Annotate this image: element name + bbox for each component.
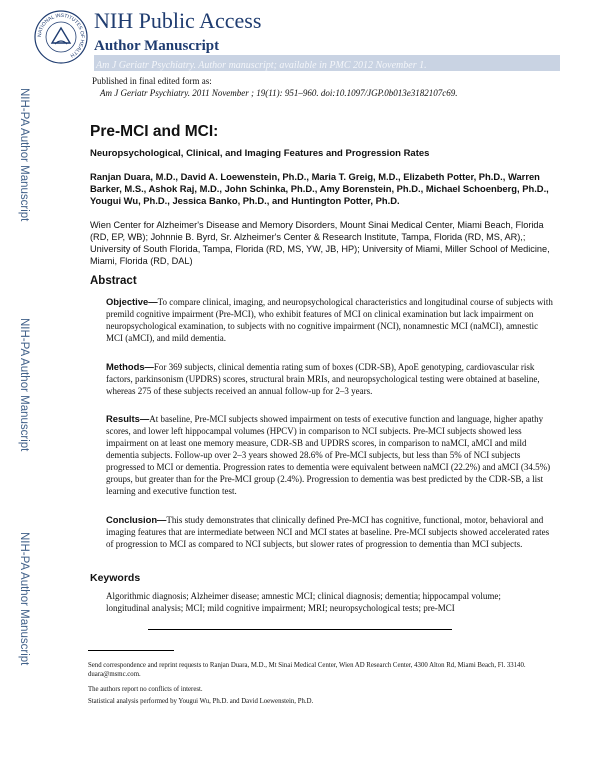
seal-lettering: NATIONAL INSTITUTES OF HEALTH bbox=[36, 12, 86, 59]
footnote-divider bbox=[88, 650, 174, 651]
methods-text: For 369 subjects, clinical dementia rating sum of boxes (CDR-SB), ApoE genotyping, cardiovascular risk factors, parkinsonism (UPDRS) scores, structural brain MRIs, and neuropsychological testing were obtained at baseline, whereas 275 of these subjects received an annual follow-up for 2–3 years. bbox=[106, 362, 540, 396]
article-title: Pre-MCI and MCI: bbox=[90, 123, 219, 140]
conclusion-label: Conclusion— bbox=[106, 514, 167, 525]
statistics-footnote: Statistical analysis performed by Yougui Wu, Ph.D. and David Loewenstein, Ph.D. bbox=[88, 698, 314, 705]
journal-reference: Am J Geriatr Psychiatry. 2011 November ; 19(11): 951–960. doi:10.1097/JGP.0b013e3182107c69. bbox=[100, 88, 458, 98]
keywords-list: Algorithmic diagnosis; Alzheimer disease; amnestic MCI; clinical diagnosis; dementia; hippocampal volume; longitudinal analysis; MCI; mild cognitive impairment; MRI; neuropsychological tests; pre-MCI bbox=[106, 591, 501, 613]
nih-public-access-title: NIH Public Access bbox=[94, 8, 262, 33]
side-label-bottom: NIH-PA Author Manuscript bbox=[18, 532, 30, 666]
left-banner bbox=[0, 0, 40, 776]
conflicts-footnote: The authors report no conflicts of interest. bbox=[88, 686, 203, 693]
author-manuscript-label: Author Manuscript bbox=[94, 38, 220, 54]
nih-seal-logo bbox=[34, 10, 88, 64]
abstract-objective bbox=[106, 296, 556, 344]
abstract-heading: Abstract bbox=[90, 275, 137, 287]
results-label: Results— bbox=[106, 413, 150, 424]
abstract-methods bbox=[106, 361, 556, 397]
availability-text: Am J Geriatr Psychiatry. Author manuscript; available in PMC 2012 November 1. bbox=[96, 60, 427, 71]
author-list: Ranjan Duara, M.D., David A. Loewenstein, Ph.D., Maria T. Greig, M.D., Elizabeth Potter, Ph.D., Warren Barker, M.S., Ashok Raj, M.D., John Schinka, Ph.D., Amy Borenstein, Ph.D., Michael Schoenberg, Ph.D., Yougui Wu, Ph.D., Jessica Banko, Ph.D., and Huntington Potter, Ph.D. bbox=[90, 171, 549, 206]
results-text: At baseline, Pre-MCI subjects showed impairment on tests of executive function and language, higher apathy scores, and lower left hippocampal volumes (HPCV) in comparison to NCI subjects. Pre-MCI subjects showed less impairment on at least one memory measure, CDR-SB and UPDRS scores, in comparison to naMCI, aMCI and mild dementia subjects. Follow-up over 2–3 years showed 28.6% of Pre-MCI subjects, but less than 5% of NCI subjects progressed to MCI or dementia. Progression rates to dementia were equivalent between naMCI (22.2%) and aMCI (34.5%) groups, but greater than for the Pre-MCI group (2.4%). Progression to dementia was best predicted by the CDR-SB, a list learning and executive function test. bbox=[106, 414, 551, 496]
affiliations: Wien Center for Alzheimer's Disease and Memory Disorders, Mount Sinai Medical Center, Miami Beach, Florida (RD, EP, WB); Johnnie B. Byrd, Sr. Alzheimer's Center & Research Institute, Tampa, Florida (RD, MS, AR),; University of South Florida, Tampa, Florida (RD, MS, YW, JB, HP); University of Miami, Miller School of Medicine, Miami, Florida (RD, DAL) bbox=[90, 220, 550, 266]
publication-info bbox=[92, 75, 572, 99]
availability-banner bbox=[94, 55, 560, 71]
conclusion-text: This study demonstrates that clinically defined Pre-MCI has cognitive, functional, motor, behavioral and imaging features that are intermediate between NCI and MCI states at baseline. Pre-MCI subjects showed accelerated rates of progression to MCI as compared to NCI subjects, but slower rates of progression to dementia than MCI subjects. bbox=[106, 515, 550, 549]
side-label-middle: NIH-PA Author Manuscript bbox=[18, 318, 30, 452]
correspondence-footnote: Send correspondence and reprint requests to Ranjan Duara, M.D., Mt Sinai Medical Center, Wien AD Research Center, 4300 Alton Rd, Miami Beach, Fl. 33140. duara@msmc.com. bbox=[88, 662, 526, 678]
abstract-results bbox=[106, 413, 556, 497]
article-subtitle: Neuropsychological, Clinical, and Imaging Features and Progression Rates bbox=[90, 148, 430, 159]
objective-label: Objective— bbox=[106, 296, 158, 307]
methods-label: Methods— bbox=[106, 361, 154, 372]
published-in-line: Published in final edited form as: bbox=[92, 76, 212, 86]
objective-text: To compare clinical, imaging, and neuropsychological characteristics and longitudinal course of subjects with premild cognitive impairment (Pre-MCI), who exhibit features of MCI on clinical examination but lack impairment on neuropsychological examination, to subjects with no cognitive impairment (NCI), nonamnestic MCI (naMCI), amnestic MCI (aMCI), and mild dementia. bbox=[106, 297, 553, 343]
abstract-conclusion bbox=[106, 514, 556, 550]
section-divider bbox=[148, 629, 452, 630]
side-label-top: NIH-PA Author Manuscript bbox=[18, 88, 30, 222]
keywords-heading: Keywords bbox=[90, 572, 141, 584]
